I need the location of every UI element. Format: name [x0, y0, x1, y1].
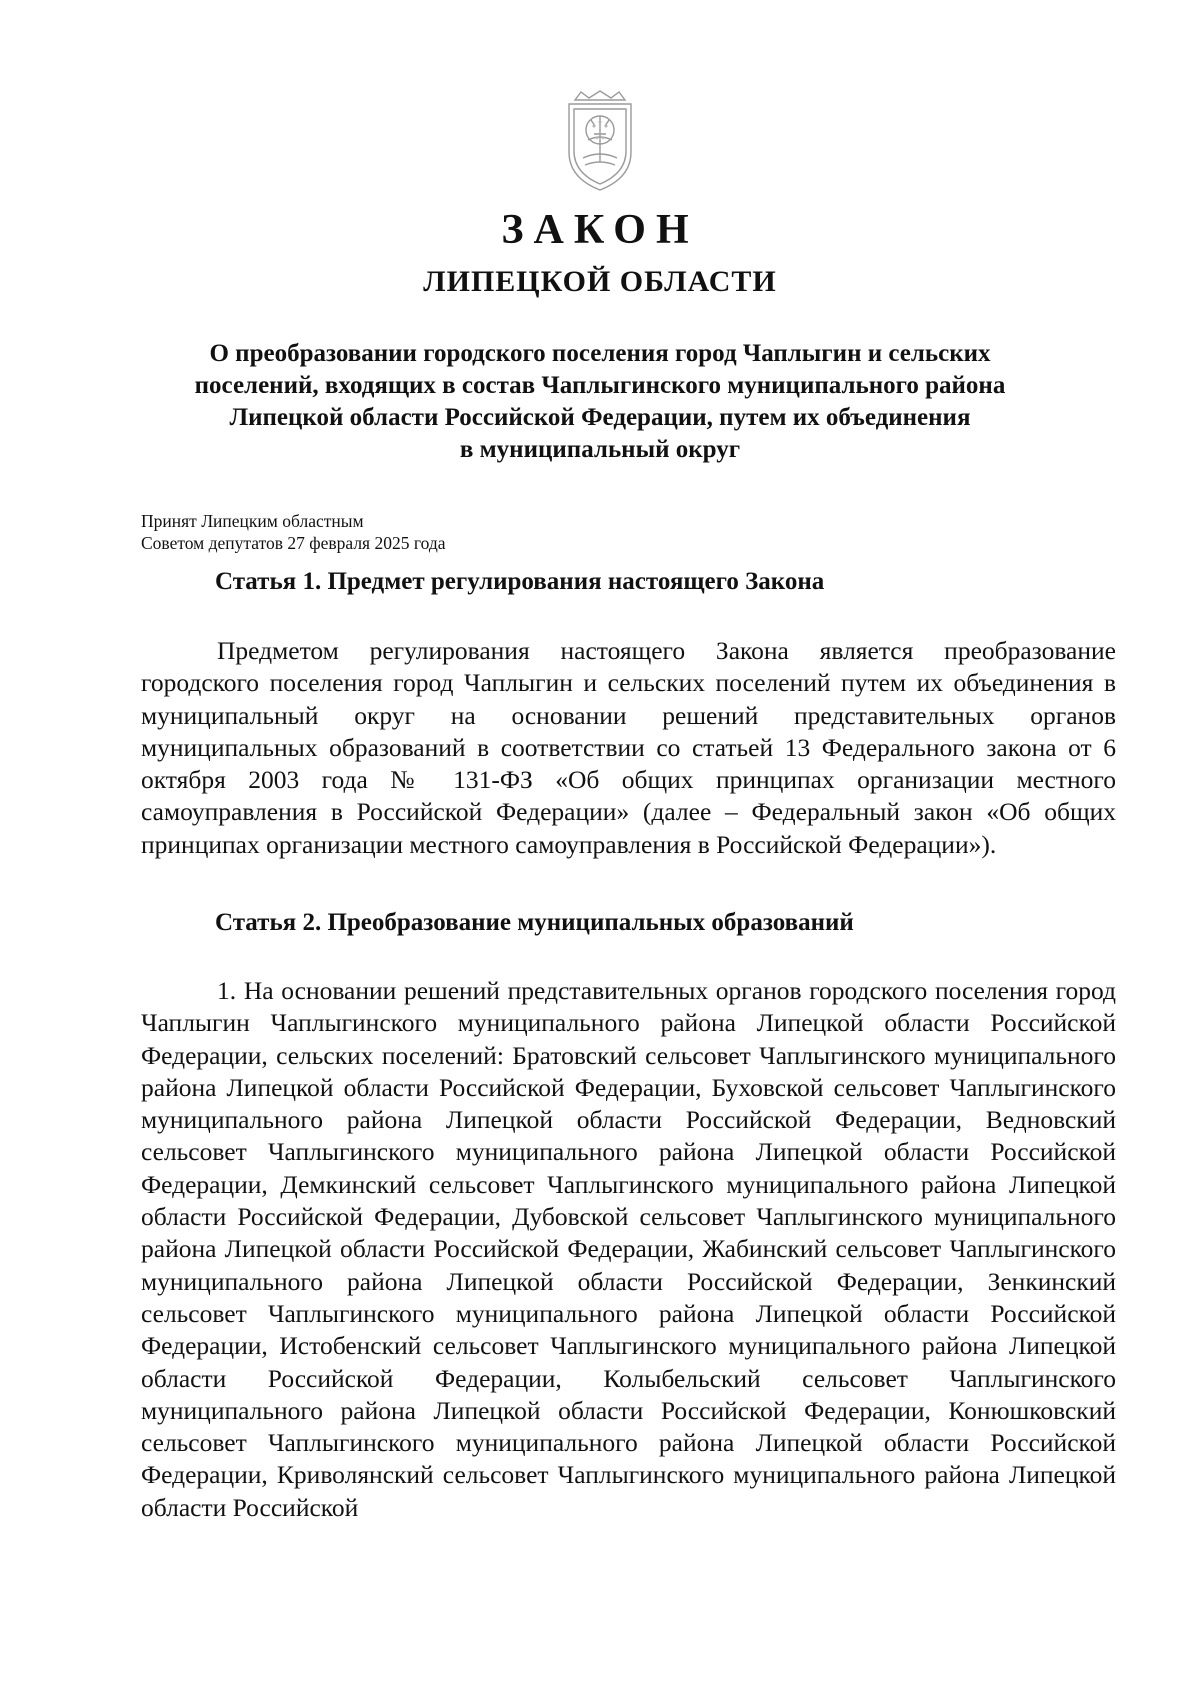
- document-title: ЗАКОН: [501, 207, 699, 253]
- article-2-title: Статья 2. Преобразование муниципальных образований: [215, 909, 854, 936]
- document-subtitle: ЛИПЕЦКОЙ ОБЛАСТИ: [423, 265, 777, 298]
- article-1-paragraph: [141, 635, 1116, 861]
- article-1-title: Статья 1. Предмет регулирования настоящего Закона: [215, 568, 825, 595]
- law-name-line: поселений, входящих в состав Чаплыгинского муниципального района: [194, 372, 1006, 399]
- law-name: [150, 338, 1050, 466]
- article-2-paragraph: [141, 975, 1116, 1524]
- coat-of-arms-icon: [561, 90, 639, 192]
- article-1-text: Предметом регулирования настоящего Закона является преобразование городского поселения город Чаплыгин и сельских поселений путем их объединения в муниципальный округ на основании решений представительных органов муниципальных образований в соответствии со статьей 13 Федерального закона от 6 октября 2003 года № 131-ФЗ «Об общих принципах организации местного самоуправления в Российской Федерации» (далее – Федеральный закон «Об общих принципах организации местного самоуправления в Российской Федерации»).: [141, 636, 1116, 859]
- law-name-line: О преобразовании городского поселения город Чаплыгин и сельских: [209, 340, 991, 367]
- law-name-line: в муниципальный округ: [459, 436, 741, 463]
- law-name-line: Липецкой области Российской Федерации, путем их объединения: [229, 404, 971, 431]
- adoption-note: [141, 510, 446, 554]
- adoption-note-line: Принят Липецким областным: [141, 511, 364, 531]
- article-2-text: 1. На основании решений представительных органов городского поселения город Чаплыгин Чаплыгинского муниципального района Липецкой области Российской Федерации, сельских поселений: Братовский сельсовет Чаплыгинского муниципального района Липецкой области Российской Федерации, Буховской сельсовет Чаплыгинского муниципального района Липецкой области Российской Федерации, Ведновский сельсовет Чаплыгинского муниципального района Липецкой области Российской Федерации, Демкинский сельсовет Чаплыгинского муниципального района Липецкой области Российской Федерации, Дубовской сельсовет Чаплыгинского муниципального района Липецкой области Российской Федерации, Жабинский сельсовет Чаплыгинского муниципального района Липецкой области Российской Федерации, Зенкинский сельсовет Чаплыгинского муниципального района Липецкой области Российской Федерации, Истобенский сельсовет Чаплыгинского муниципального района Липецкой области Российской Федерации, Колыбельский сельсовет Чаплыгинского муниципального района Липецкой области Российской Федерации, Конюшковский сельсовет Чаплыгинского муниципального района Липецкой области Российской Федерации, Криволянский сельсовет Чаплыгинского муниципального района Липецкой области Российской: [141, 976, 1116, 1522]
- adoption-note-line: Советом депутатов 27 февраля 2025 года: [141, 533, 446, 553]
